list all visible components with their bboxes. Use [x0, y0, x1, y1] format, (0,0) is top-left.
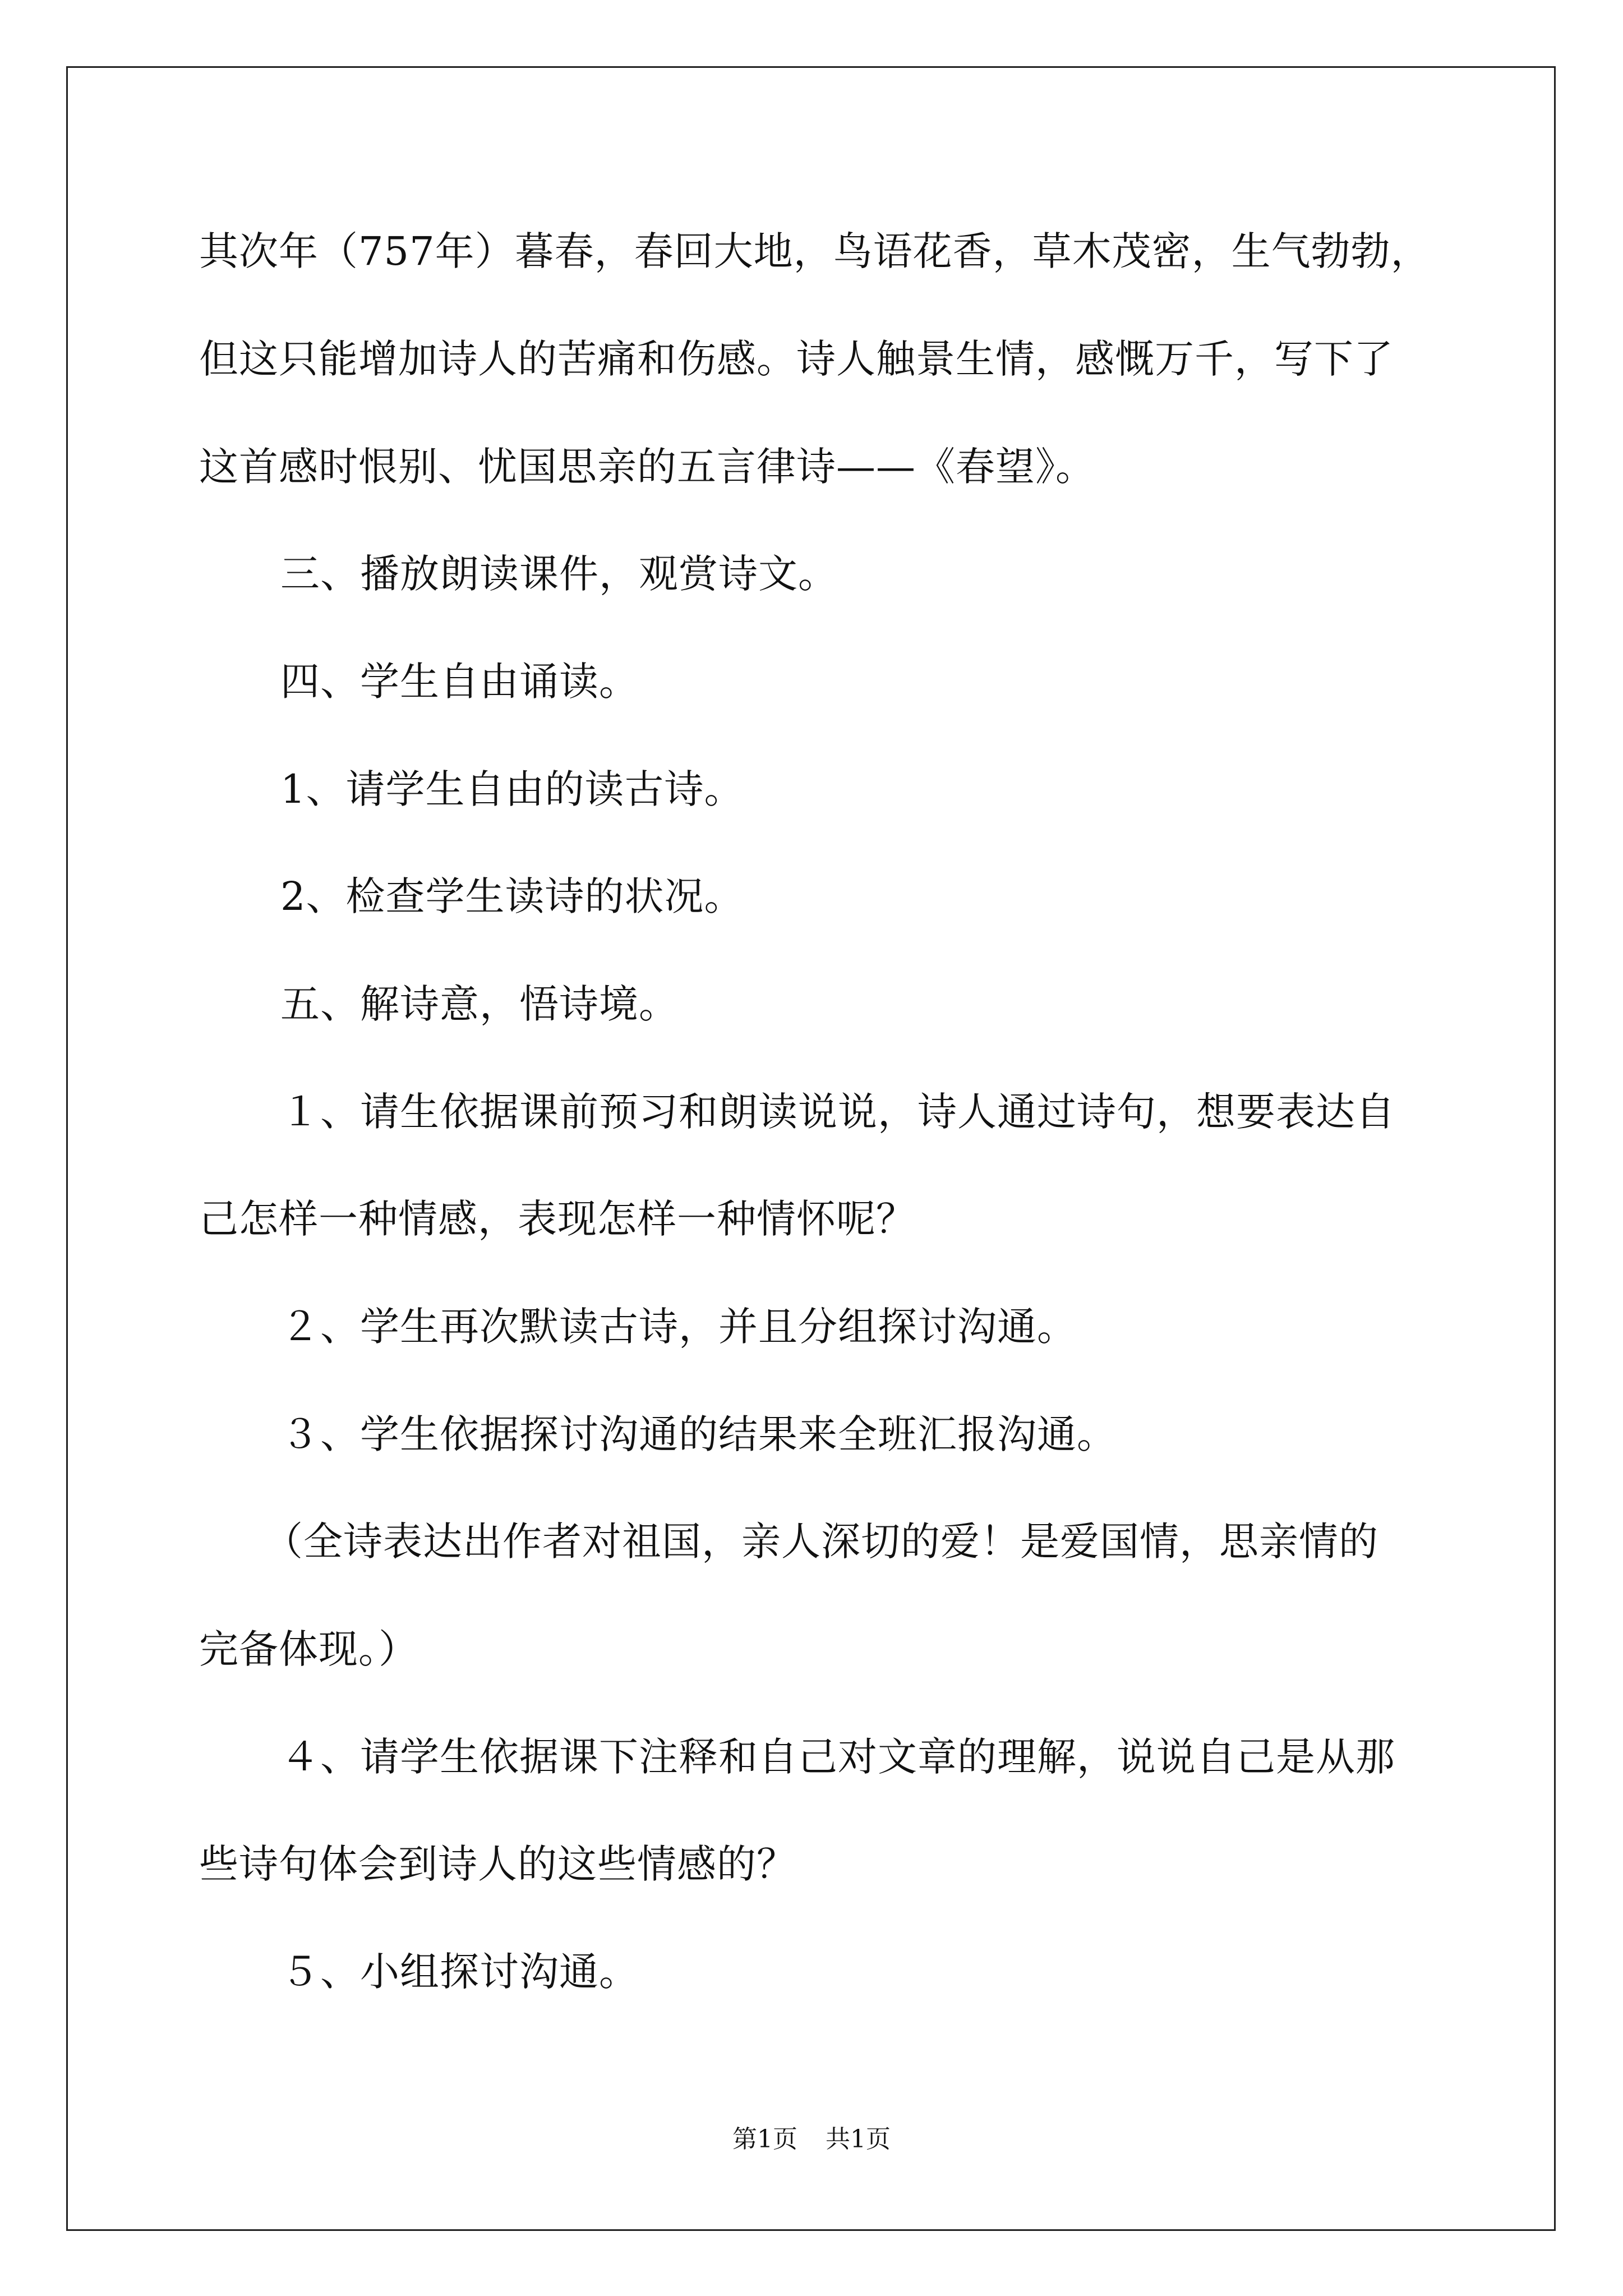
list-item: 2、检查学生读诗的状况。: [280, 873, 744, 919]
text-line: 己怎样一种情感，表现怎样一种情怀呢？: [199, 1196, 916, 1242]
page-footer: [0, 2127, 1623, 2152]
list-item: １、请生依据课前预习和朗读说说，诗人通过诗句，想要表达自: [280, 1089, 1395, 1135]
text-line: 些诗句体会到诗人的这些情感的？: [199, 1841, 796, 1887]
list-item: ４、请学生依据课下注释和自己对文章的理解，说说自己是从那: [280, 1734, 1395, 1780]
section-heading: 四、学生自由诵读。: [280, 659, 639, 705]
page-number: 第1页: [732, 2125, 797, 2154]
list-item: ２、学生再次默读古诗，并且分组探讨沟通。: [280, 1304, 1077, 1350]
section-heading: 五、解诗意，悟诗境。: [280, 981, 679, 1027]
list-item: 1、请学生自由的读古诗。: [280, 766, 744, 812]
text-line: 完备体现。）: [199, 1626, 418, 1672]
page-border: [66, 66, 1556, 2231]
section-heading: 三、播放朗读课件，观赏诗文。: [280, 551, 838, 597]
text-line: 其次年（757年）暮春，春回大地，鸟语花香，草木茂密，生气勃勃，: [199, 228, 1431, 274]
text-line: 但这只能增加诗人的苦痛和伤感。诗人触景生情，感慨万千，写下了: [199, 336, 1394, 382]
text-line: （全诗表达出作者对祖国，亲人深切的爱！是爱国情，思亲情的: [264, 1519, 1378, 1565]
page-total: 共1页: [826, 2125, 891, 2154]
text-line: 这首感时恨别、忧国思亲的五言律诗——《春望》。: [199, 444, 1095, 490]
list-item: ３、学生依据探讨沟通的结果来全班汇报沟通。: [280, 1411, 1117, 1457]
list-item: ５、小组探讨沟通。: [280, 1949, 639, 1995]
